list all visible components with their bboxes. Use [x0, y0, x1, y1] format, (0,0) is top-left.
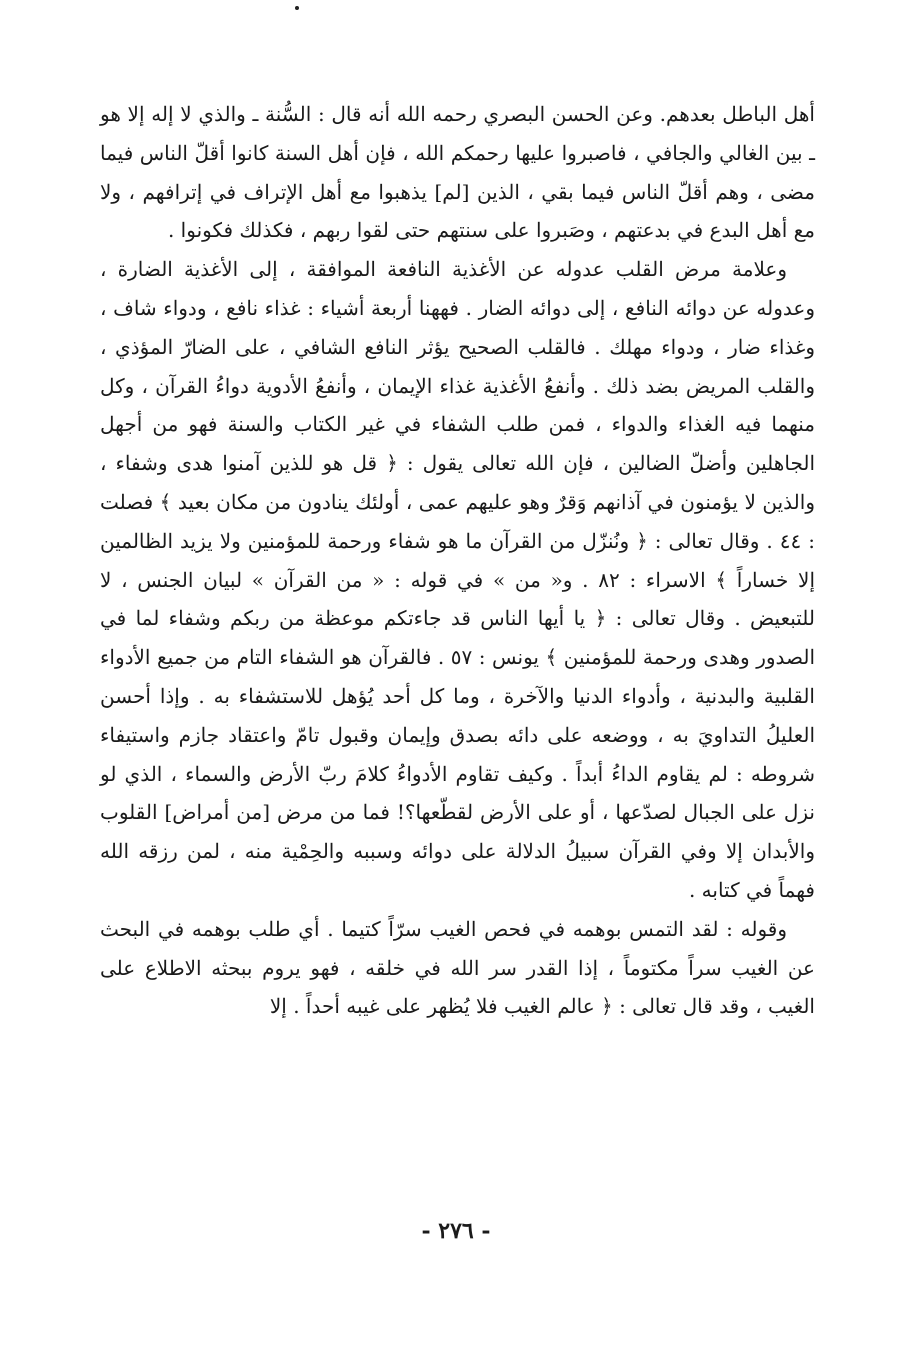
page-number: - ٢٧٦ -	[421, 1218, 491, 1244]
paragraph-his-saying: وقوله : لقد التمس بوهمه في فحص الغيب سرّاً كتيما . أي طلب بوهمه في البحث عن الغيب سراً مكتوماً ، إذا القدر سر الله في خلقه ، فهو يروم ببحثه الاطلاع على الغيب ، وقد قال تعالى : ﴿ عالم الغيب فلا يُظهر على غيبه أحداً . إلا	[100, 916, 815, 1019]
page-body-text	[100, 95, 815, 1026]
top-dot-mark	[295, 6, 299, 10]
paragraph-heart-disease: وعلامة مرض القلب عدوله عن الأغذية النافعة الموافقة ، إلى الأغذية الضارة ، وعدوله عن دوائه النافع ، إلى دوائه الضار . فههنا أربعة أشياء : غذاء نافع ، ودواء شاف ، وغذاء ضار ، ودواء مهلك . فالقلب الصحيح يؤثر النافع الشافي ، على الضارّ المؤذي ، والقلب المريض بضد ذلك . وأنفعُ الأغذية غذاء الإيمان ، وأنفعُ الأدوية دواءُ القرآن ، وكل منهما فيه الغذاء والدواء ، فمن طلب الشفاء في غير الكتاب والسنة فهو من أجهل الجاهلين وأضلّ الضالين ، فإن الله تعالى يقول : ﴿ قل هو للذين آمنوا هدى وشفاء ، والذين لا يؤمنون في آذانهم وَقرٌ وهو عليهم عمى ، أولئك ينادون من مكان بعيد ﴾ فصلت : ٤٤ . وقال تعالى : ﴿ ونُنزّل من القرآن ما هو شفاء ورحمة للمؤمنين ولا يزيد الظالمين إلا خساراً ﴾ الاسراء : ٨٢ . و« من » في قوله : « من القرآن » لبيان الجنس ، لا للتبعيض . وقال تعالى : ﴿ يا أيها الناس قد جاءتكم موعظة من ربكم وشفاء لما في الصدور وهدى ورحمة للمؤمنين ﴾ يونس : ٥٧ . فالقرآن هو الشفاء التام من جميع الأدواء القلبية والبدنية ، وأدواء الدنيا والآخرة ، وما كل أحد يُؤهل للاستشفاء به . وإذا أحسن العليلُ التداويَ به ، ووضعه على دائه بصدق وإيمان وقبول تامّ واعتقاد جازم واستيفاء شروطه : لم يقاوم الداءُ أبداً . وكيف تقاوم الأدواءُ كلامَ ربّ الأرض والسماء ، الذي لو نزل على الجبال لصدّعها ، أو على الأرض لقطّعها؟! فما من مرض [من أمراض] القلوب والأبدان إلا وفي القرآن سبيلُ الدلالة على دوائه وسببه والحِمْية منه ، لمن رزقه الله فهماً في كتابه .	[100, 257, 816, 902]
paragraph-continuation: أهل الباطل بعدهم. وعن الحسن البصري رحمه الله أنه قال : السُّنة ـ والذي لا إله إلا هو ـ بين الغالي والجافي ، فاصبروا عليها رحمكم الله ، فإن أهل السنة كانوا أقلّ الناس فيما مضى ، وهم أقلّ الناس فيما بقي ، الذين [لم] يذهبوا مع أهل الإتراف في إترافهم ، ولا مع أهل البدع في بدعتهم ، وصَبروا على سنتهم حتى لقوا ربهم ، فكذلك فكونوا .	[100, 102, 815, 243]
